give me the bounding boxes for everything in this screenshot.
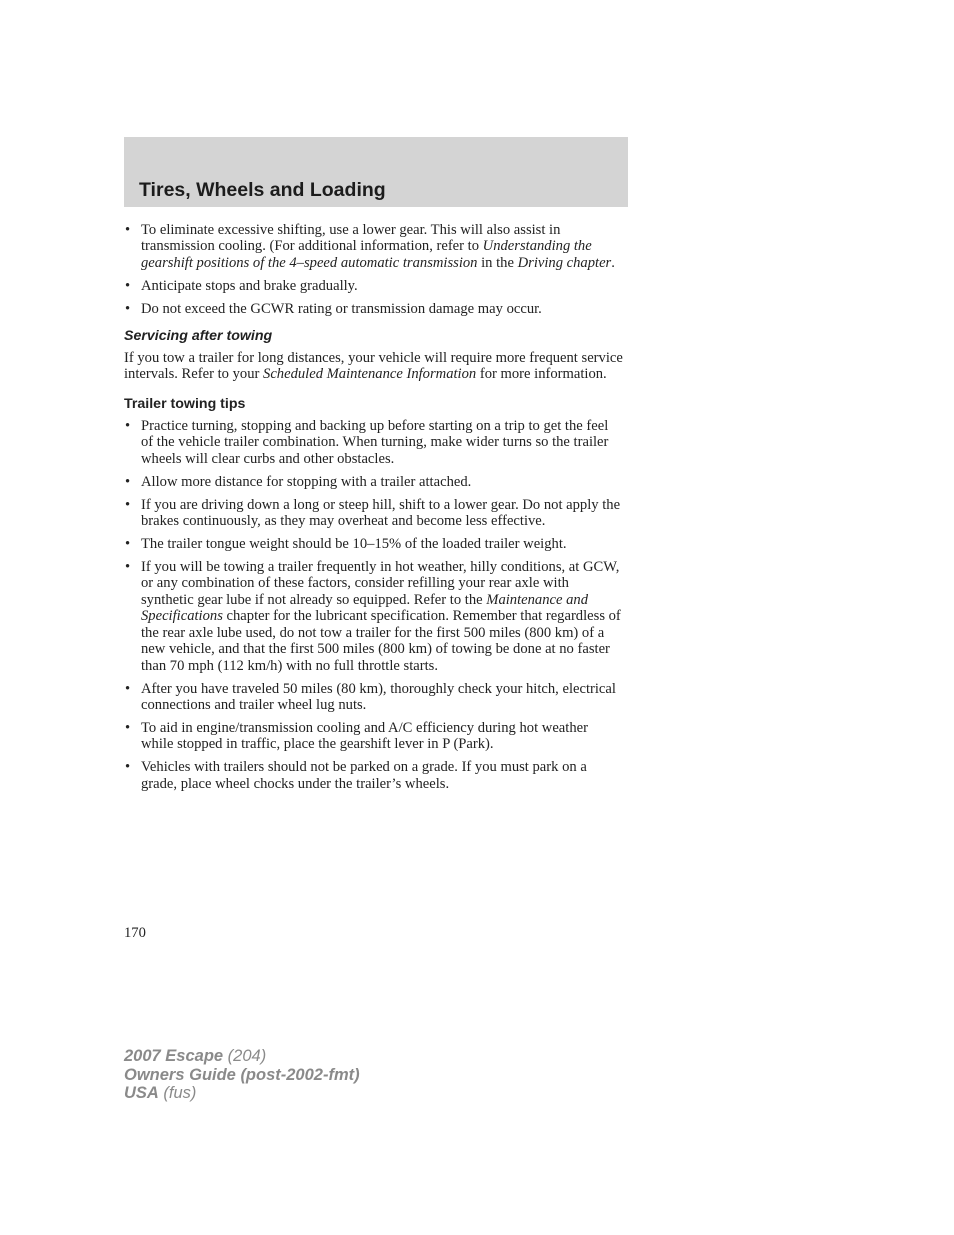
servicing-paragraph [124, 350, 624, 383]
footer-guide: Owners Guide (post-2002-fmt) [124, 1065, 360, 1084]
list-item: • After you have traveled 50 miles (80 km), thoroughly check your hitch, electrical connections and trailer wheel lug nuts. [124, 681, 624, 714]
list-item: • To aid in engine/transmission cooling and A/C efficiency during hot weather while stopped in traffic, place the gearshift lever in P (Park). [124, 720, 624, 753]
list-item [124, 559, 624, 674]
list-item: • Anticipate stops and brake gradually. [124, 278, 624, 294]
document-footer [124, 1047, 360, 1103]
bullet-list-top [124, 222, 624, 317]
list-item: • The trailer tongue weight should be 10–15% of the loaded trailer weight. [124, 536, 624, 552]
text-run: To eliminate excessive shifting, use a lower gear. This will also assist in transmission cooling. (For additional information, refer to [141, 222, 561, 255]
servicing-heading: Servicing after towing [124, 328, 273, 345]
text-run-italic: Understanding the gearshift positions of the 4–speed automatic transmission [141, 238, 592, 271]
list-item: • If you are driving down a long or steep hill, shift to a lower gear. Do not apply the brakes continuously, as they may overheat and become less effective. [124, 497, 624, 530]
list-item: • Do not exceed the GCWR rating or transmission damage may occur. [124, 301, 624, 317]
list-item [124, 222, 624, 271]
footer-market: USA [124, 1084, 159, 1102]
footer-market-code: (fus) [158, 1084, 197, 1102]
page-content [124, 222, 624, 799]
text-run: If you tow a trailer for long distances, your vehicle will require more frequent service intervals. Refer to your [124, 349, 623, 383]
section-title: Tires, Wheels and Loading [139, 179, 386, 201]
text-run: for more information. [476, 366, 607, 383]
tips-heading: Trailer towing tips [124, 396, 246, 413]
footer-model: 2007 Escape [124, 1047, 224, 1065]
text-run: chapter for the lubricant specification. Remember that regardless of the rear axle lube used, do not tow a trailer for the first 500 miles (800 km) of a new vehicle, and that the first 500 miles (800 km) of towing be done at no faster than 70 mph (112 km/h) with no full throttle starts. [141, 608, 621, 674]
text-run-italic: Driving chapter [517, 254, 612, 271]
text-run-italic: Maintenance and Specifications [141, 591, 589, 625]
footer-model-code: (204) [223, 1047, 267, 1065]
footer-line-model [124, 1047, 360, 1066]
text-run-italic: Scheduled Maintenance Information [263, 366, 477, 383]
list-item: • Practice turning, stopping and backing up before starting on a trip to get the feel of the vehicle trailer combination. When turning, make wider turns so the trailer wheels will clear curbs and other obstacles. [124, 418, 624, 467]
page-number: 170 [124, 925, 146, 941]
footer-line-market [124, 1084, 360, 1103]
list-item: • Vehicles with trailers should not be parked on a grade. If you must park on a grade, place wheel chocks under the trailer’s wheels. [124, 759, 624, 792]
section-header-band [124, 137, 628, 207]
list-item: • Allow more distance for stopping with a trailer attached. [124, 474, 624, 490]
text-run: If you will be towing a trailer frequently in hot weather, hilly conditions, at GCW, or any combination of these factors, consider refilling your rear axle with synthetic gear lube if not already so equipped. Refer to the [141, 559, 620, 608]
bullet-list-tips [124, 418, 624, 792]
text-run: . [611, 254, 615, 271]
text-run: in the [477, 254, 518, 271]
footer-line-guide [124, 1066, 360, 1085]
